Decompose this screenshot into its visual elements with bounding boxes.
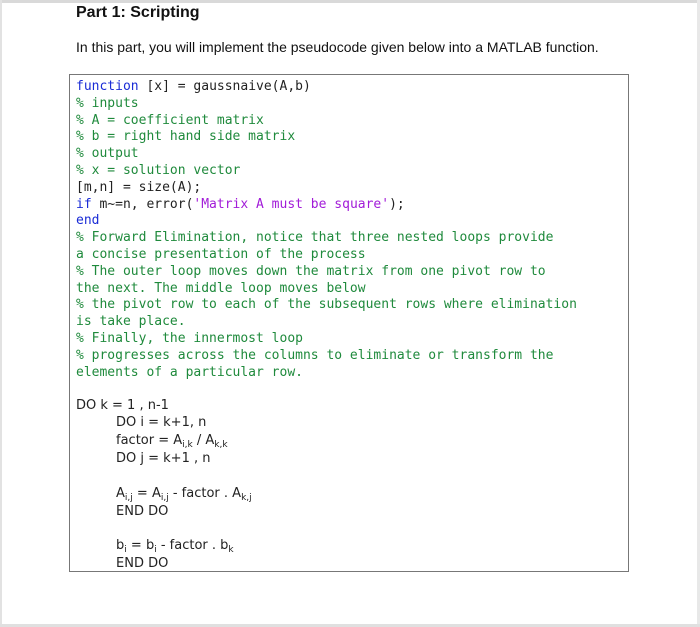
code-line-11: a concise presentation of the process [76,246,366,262]
code-line-10: % Forward Elimination, notice that three nested loops provide [76,230,554,246]
a-pre: A [116,486,125,501]
factor-sub-1: i,k [182,440,193,450]
b-mid-2: - factor . b [156,538,229,553]
a-sub-3: k,j [241,493,252,503]
code-line-15: is take place. [76,314,186,330]
code-line-17: % progresses across the columns to eliminate or transform the [76,347,554,363]
pseudo-end-do-1: END DO [116,504,169,519]
b-sub-3: k [228,545,234,555]
b-pre: b [116,538,125,553]
page-left-edge [0,0,2,627]
factor-sub-2: k,k [214,440,228,450]
code-line-5: % output [76,146,139,162]
code-line-14: % the pivot row to each of the subsequent rows where elimination [76,297,577,313]
matlab-code [76,79,628,381]
code-line-18: elements of a particular row. [76,364,303,380]
a-sub-1: i,j [124,493,133,503]
code-line-1: [x] = gaussnaive(A,b) [138,79,311,94]
code-line-8-string: 'Matrix A must be square' [193,196,390,212]
a-mid-2: - factor . A [168,486,242,501]
a-mid: = A [132,486,161,501]
code-line-4: % b = right hand side matrix [76,129,296,145]
intro-paragraph: In this part, you will implement the pseudocode given below into a MATLAB function. [76,39,599,55]
code-line-6: % x = solution vector [76,162,241,178]
a-sub-2: i,j [160,493,169,503]
b-sub-1: i [124,545,127,555]
b-mid: = b [126,538,155,553]
code-line-7: [m,n] = size(A); [76,179,202,195]
code-line-8-end: ); [389,196,405,212]
pseudo-end-do-2: END DO [116,556,169,571]
section-title: Part 1: Scripting [76,4,200,21]
code-line-1-keyword: function [76,79,139,94]
factor-mid: / A [192,433,215,448]
code-line-2: % inputs [76,95,139,111]
code-line-9-keyword: end [76,213,100,229]
factor-pre: factor = A [116,433,183,448]
pseudo-do-k: DO k = 1 , n-1 [76,398,169,413]
pseudo-update-a [116,486,252,506]
code-line-8-mid: m~=n, error( [91,196,194,212]
code-line-8-keyword: if [76,196,92,212]
code-line-3: % A = coefficient matrix [76,112,264,128]
page-top-edge [0,0,700,3]
code-line-16: % Finally, the innermost loop [76,330,303,346]
pseudo-factor [116,433,228,453]
code-line-13: the next. The middle loop moves below [76,280,366,296]
b-sub-2: i [154,545,157,555]
pseudo-update-b [116,538,234,558]
pseudo-do-i: DO i = k+1, n [116,415,207,430]
pseudo-do-j: DO j = k+1 , n [116,451,211,466]
code-line-12: % The outer loop moves down the matrix from one pivot row to [76,263,546,279]
